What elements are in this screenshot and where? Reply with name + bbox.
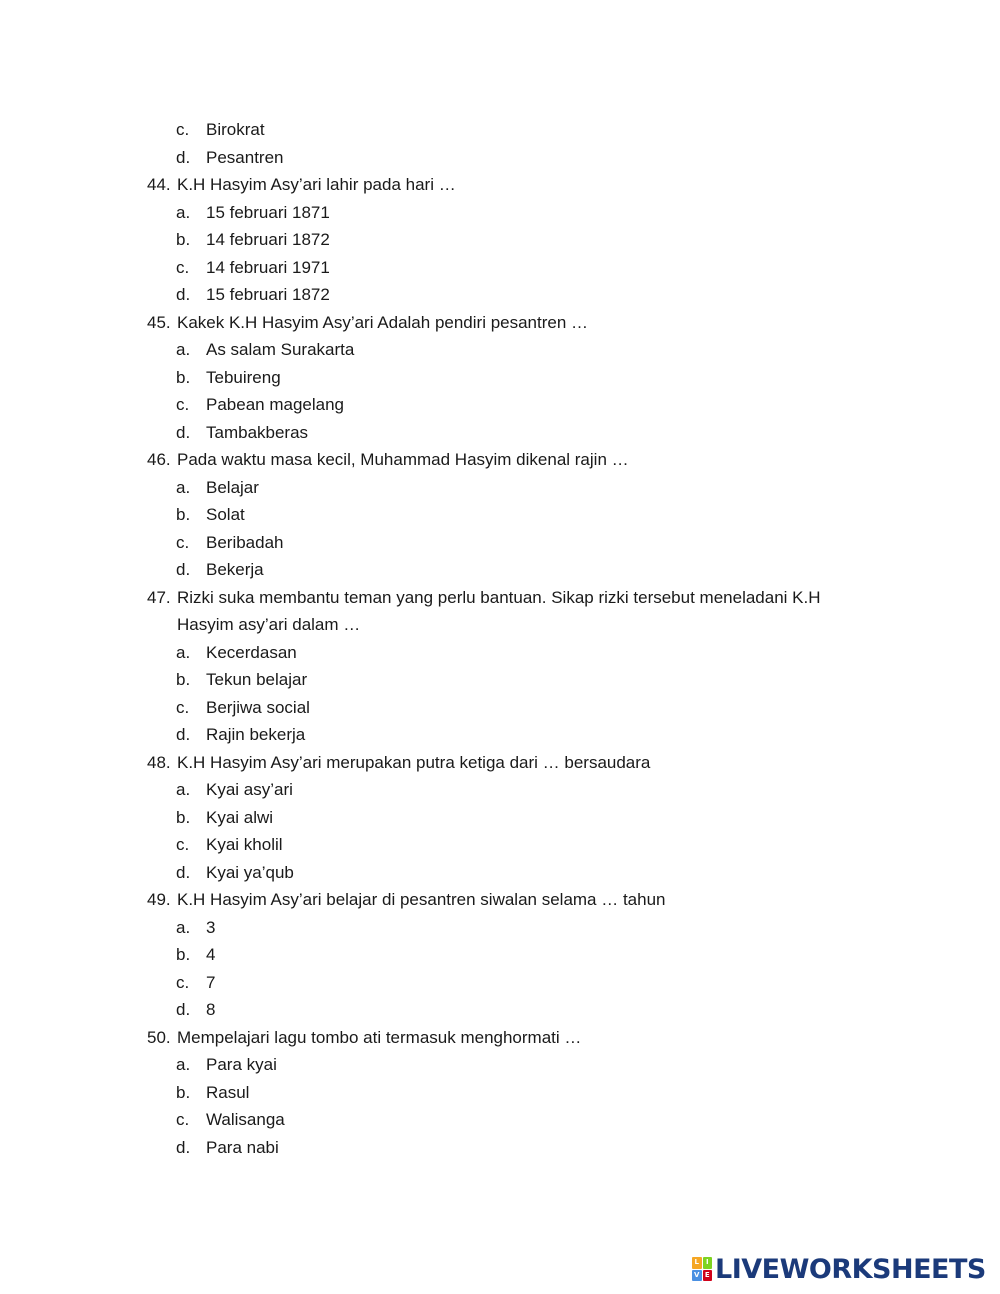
option-text: Kecerdasan [206,642,297,662]
question [0,584,1000,612]
option-text: 14 februari 1971 [206,257,330,277]
answer-option [0,804,1000,832]
option-letter: d. [176,147,191,167]
answer-option [0,639,1000,667]
question [0,886,1000,914]
option-text: Para kyai [206,1055,277,1074]
option-text: Walisanga [206,1110,285,1129]
option-letter: d. [176,422,191,442]
answer-option [0,254,1000,282]
option-letter: c. [176,1110,190,1129]
question-text: Hasyim asy’ari dalam … [177,615,361,634]
answer-option [0,529,1000,557]
answer-option [0,694,1000,722]
option-letter: b. [176,945,191,964]
option-letter: d. [176,1000,191,1019]
question-text: Mempelajari lagu tombo ati termasuk menghormati … [177,1027,582,1047]
logo-icon-cell: E [703,1270,713,1282]
answer-option [0,474,1000,502]
answer-option [0,721,1000,749]
option-letter: b. [176,670,191,689]
question-continuation [0,611,1000,639]
option-letter: d. [176,1137,191,1157]
question-text: Kakek K.H Hasyim Asy’ari Adalah pendiri pesantren … [177,312,589,332]
option-letter: a. [176,202,191,222]
option-text: 4 [206,945,216,964]
option-text: Rajin bekerja [206,725,306,744]
option-letter: b. [176,230,191,249]
option-text: Belajar [206,477,259,497]
option-letter: c. [176,697,190,717]
answer-option [0,281,1000,309]
option-letter: b. [176,1082,191,1102]
option-text: Tambakberas [206,422,309,442]
option-text: Tebuireng [206,367,281,387]
answer-option [0,419,1000,447]
option-text: Beribadah [206,532,284,552]
answer-option [0,336,1000,364]
option-letter: c. [176,120,190,139]
option-text: Solat [206,505,245,524]
option-letter: a. [176,917,191,937]
option-letter: d. [176,560,191,579]
answer-option [0,969,1000,997]
question-text: K.H Hasyim Asy’ari belajar di pesantren siwalan selama … tahun [177,890,666,909]
question [0,1024,1000,1052]
answer-option [0,1106,1000,1134]
option-text: 8 [206,1000,216,1019]
question-text: K.H Hasyim Asy’ari merupakan putra ketiga dari … bersaudara [177,752,651,772]
logo-icon-cell: V [692,1270,702,1282]
option-text: 15 februari 1872 [206,285,330,304]
answer-option [0,391,1000,419]
question-number: 48. [147,752,171,772]
answer-option [0,831,1000,859]
option-text: Kyai asy’ari [206,780,293,799]
option-letter: a. [176,642,191,662]
option-text: 15 februari 1871 [206,202,330,222]
answer-option [0,199,1000,227]
logo-icon-cell: L [692,1257,702,1269]
answer-option [0,556,1000,584]
option-text: 3 [206,917,216,937]
answer-option [0,1079,1000,1107]
question-number: 49. [147,890,171,909]
answer-option [0,1134,1000,1162]
answer-option [0,144,1000,172]
question [0,749,1000,777]
question-text: Pada waktu masa kecil, Muhammad Hasyim dikenal rajin … [177,450,629,469]
option-letter: d. [176,862,191,882]
option-text: Kyai alwi [206,807,274,827]
option-text: Birokrat [206,120,265,139]
option-letter: c. [176,532,190,552]
answer-option [0,116,1000,144]
option-letter: b. [176,367,191,387]
option-text: 14 februari 1872 [206,230,330,249]
answer-option [0,501,1000,529]
liveworksheets-logo-text: LIVEWORKSHEETS [715,1253,986,1285]
option-letter: d. [176,285,191,304]
liveworksheets-logo [692,1252,986,1286]
answer-option [0,364,1000,392]
answer-option [0,1051,1000,1079]
option-letter: b. [176,505,191,524]
option-text: Pesantren [206,147,284,167]
option-text: Kyai kholil [206,835,283,854]
answer-option [0,666,1000,694]
option-text: Bekerja [206,560,264,579]
option-text: Para nabi [206,1137,279,1157]
answer-option [0,226,1000,254]
option-letter: a. [176,477,191,497]
option-text: Pabean magelang [206,395,345,414]
option-text: Berjiwa social [206,697,310,717]
answer-option [0,859,1000,887]
question [0,171,1000,199]
liveworksheets-logo-icon [692,1257,712,1281]
option-text: Rasul [206,1082,250,1102]
question-number: 45. [147,312,171,332]
answer-option [0,996,1000,1024]
option-letter: c. [176,835,190,854]
question-number: 50. [147,1027,171,1047]
option-letter: c. [176,395,190,414]
question [0,309,1000,337]
question-number: 47. [147,587,171,607]
option-letter: c. [176,257,190,277]
option-text: As salam Surakarta [206,340,355,359]
answer-option [0,914,1000,942]
question-number: 46. [147,450,171,469]
worksheet-content [0,116,1000,1161]
option-letter: b. [176,807,191,827]
option-letter: d. [176,725,191,744]
answer-option [0,941,1000,969]
logo-icon-cell: I [703,1257,713,1269]
option-text: Tekun belajar [206,670,308,689]
answer-option [0,776,1000,804]
question-number: 44. [147,175,171,194]
option-text: 7 [206,972,216,992]
question-text: Rizki suka membantu teman yang perlu bantuan. Sikap rizki tersebut meneladani K.H [177,587,821,607]
question [0,446,1000,474]
question-text: K.H Hasyim Asy’ari lahir pada hari … [177,175,456,194]
option-letter: a. [176,780,191,799]
option-text: Kyai ya’qub [206,862,294,882]
option-letter: a. [176,1055,191,1074]
option-letter: a. [176,340,191,359]
option-letter: c. [176,972,190,992]
